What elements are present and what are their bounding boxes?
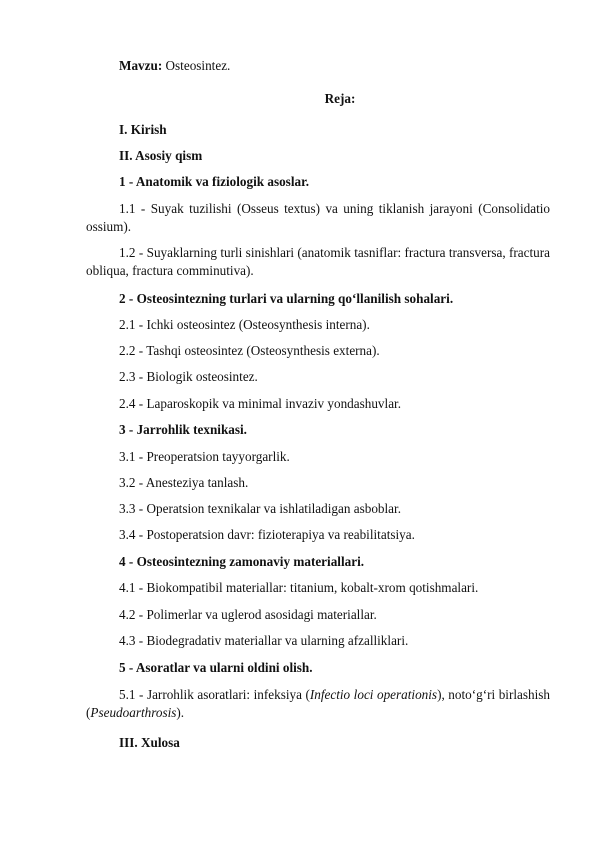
topic-line [119, 58, 230, 74]
section-5-heading: 5 - Asoratlar va ularni oldini olish. [119, 660, 313, 675]
item-4-3: 4.3 - Biodegradativ materiallar va ularning afzalliklari. [119, 633, 409, 648]
item-3-1: 3.1 - Preoperatsion tayyorgarlik. [119, 449, 290, 464]
section-1-heading: 1 - Anatomik va fiziologik asoslar. [119, 174, 310, 189]
item-3-3: 3.3 - Operatsion texnikalar va ishlatiladigan asboblar. [119, 501, 401, 516]
topic-label: Mavzu: [119, 58, 163, 73]
item-2-2: 2.2 - Tashqi osteosintez (Osteosynthesis externa). [119, 343, 380, 358]
section-2-heading: 2 - Osteosintezning turlari va ularning qo‘llanilish sohalari. [119, 291, 454, 306]
item-5-1-term-infection: Infectio loci operationis [309, 687, 438, 702]
item-5-1-text-b: ), noto‘g‘ri birlashish ( [86, 687, 550, 720]
item-3-2: 3.2 - Anesteziya tanlash. [119, 475, 249, 490]
section-4-heading: 4 - Osteosintezning zamonaviy materiallari. [119, 554, 365, 569]
outline-conclusion: III. Xulosa [119, 735, 180, 750]
item-2-1: 2.1 - Ichki osteosintez (Osteosynthesis interna). [119, 317, 370, 332]
outline-intro: I. Kirish [119, 122, 167, 137]
item-2-3: 2.3 - Biologik osteosintez. [119, 369, 258, 384]
plan-title: Reja: [324, 91, 356, 106]
item-5-1-text-c: ). [176, 705, 185, 720]
outline-main: II. Asosiy qism [119, 148, 203, 163]
item-4-1: 4.1 - Biokompatibil materiallar: titanium, kobalt-xrom qotishmalari. [119, 580, 479, 595]
item-1-2 [86, 244, 550, 280]
item-5-1-term-pseudoarthrosis: Pseudoarthrosis [90, 705, 177, 720]
item-5-1 [86, 686, 550, 722]
item-2-4: 2.4 - Laparoskopik va minimal invaziv yondashuvlar. [119, 396, 402, 411]
topic-value: Osteosintez. [162, 58, 231, 73]
item-1-1-text: 1.1 - Suyak tuzilishi (Osseus textus) va uning tiklanish jarayoni (Consolidatio ossium). [86, 201, 550, 234]
item-1-1 [86, 200, 550, 236]
item-4-2: 4.2 - Polimerlar va uglerod asosidagi materiallar. [119, 607, 377, 622]
item-1-2-text: 1.2 - Suyaklarning turli sinishlari (anatomik tasniflar: fractura transversa, fractura obliqua, fractura comminutiva). [86, 245, 550, 278]
section-3-heading: 3 - Jarrohlik texnikasi. [119, 422, 247, 437]
item-3-4: 3.4 - Postoperatsion davr: fizioterapiya va reabilitatsiya. [119, 527, 415, 542]
item-5-1-text-a: 5.1 - Jarrohlik asoratlari: infeksiya ( [119, 687, 310, 702]
